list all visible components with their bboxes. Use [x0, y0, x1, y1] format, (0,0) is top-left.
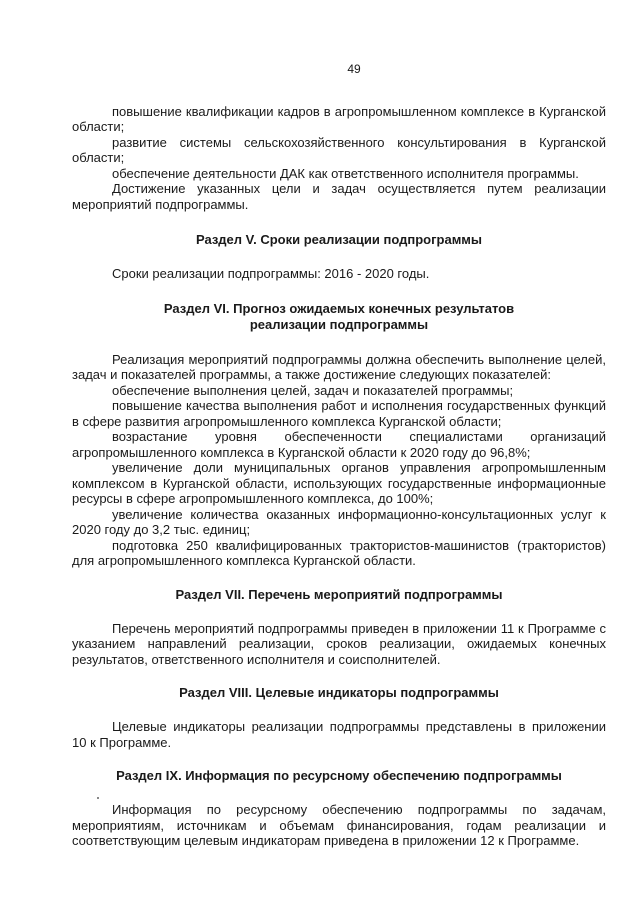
section-6-heading-line2: реализации подпрограммы	[249, 316, 429, 332]
intro-item: развитие системы сельскохозяйственного консультирования в Курганской области;	[72, 134, 606, 165]
section-9-heading: Раздел IX. Информация по ресурсному обеспечению подпрограммы	[116, 768, 562, 783]
section-6-heading-line1: Раздел VI. Прогноз ожидаемых конечных результатов	[163, 300, 515, 316]
section-7-text: Перечень мероприятий подпрограммы приведен в приложении 11 к Программе с указанием направлений реализации, сроков реализации, ожидаемых конечных результатов, ответственного исполнителя и соисполнителей.	[72, 620, 606, 667]
section-6-body	[72, 352, 606, 569]
page-number: 49	[347, 62, 361, 76]
section-6-paragraph: обеспечение выполнения целей, задач и показателей программы;	[112, 382, 514, 398]
section-8-text: Целевые индикаторы реализации подпрограммы представлены в приложении 10 к Программе.	[72, 719, 606, 750]
section-6-paragraph: увеличение количества оказанных информационно-консультационных услуг к 2020 году до 3,2 тыс. единиц;	[72, 506, 606, 537]
section-7-heading: Раздел VII. Перечень мероприятий подпрограммы	[175, 586, 503, 602]
document-page	[72, 62, 606, 849]
intro-item: обеспечение деятельности ДАК как ответственного исполнителя программы.	[112, 165, 579, 181]
section-8-heading: Раздел VIII. Целевые индикаторы подпрограммы	[179, 685, 499, 700]
section-6-paragraph: Реализация мероприятий подпрограммы должна обеспечить выполнение целей, задач и показателей программы, а также достижение следующих показателей:	[72, 351, 606, 382]
section-6-paragraph: увеличение доли муниципальных органов управления агропромышленным комплексом в Курганской области, использующих государственные информационные ресурсы в сфере агропромышленного комплекса, до 100%;	[72, 460, 606, 506]
section-6-paragraph: возрастание уровня обеспеченности специалистами организаций агропромышленного комплекса в Курганской области к 2020 году до 96,8%;	[72, 429, 606, 460]
section-9-text: Информация по ресурсному обеспечению подпрограммы по задачам, мероприятиям, источникам и объемам финансирования, годам реализации и соответствующим целевым индикаторам приведена в приложении 12 к Программе.	[72, 802, 606, 848]
intro-item: повышение квалификации кадров в агропромышленном комплексе в Курганской области;	[72, 103, 606, 134]
section-6-paragraph: подготовка 250 квалифицированных трактористов-машинистов (трактористов) для агропромышленного комплекса Курганской области.	[72, 537, 606, 568]
section-5-heading: Раздел V. Сроки реализации подпрограммы	[195, 232, 483, 247]
section-5-text: Сроки реализации подпрограммы: 2016 - 2020 годы.	[112, 266, 430, 281]
section-6-paragraph: повышение качества выполнения работ и исполнения государственных функций в сфере развития агропромышленного комплекса Курганской области;	[72, 398, 606, 429]
intro-item: Достижение указанных цели и задач осуществляется путем реализации мероприятий подпрограммы.	[72, 181, 606, 212]
section-6-heading	[72, 301, 606, 333]
scan-speck	[97, 797, 99, 799]
intro-list	[72, 104, 606, 213]
